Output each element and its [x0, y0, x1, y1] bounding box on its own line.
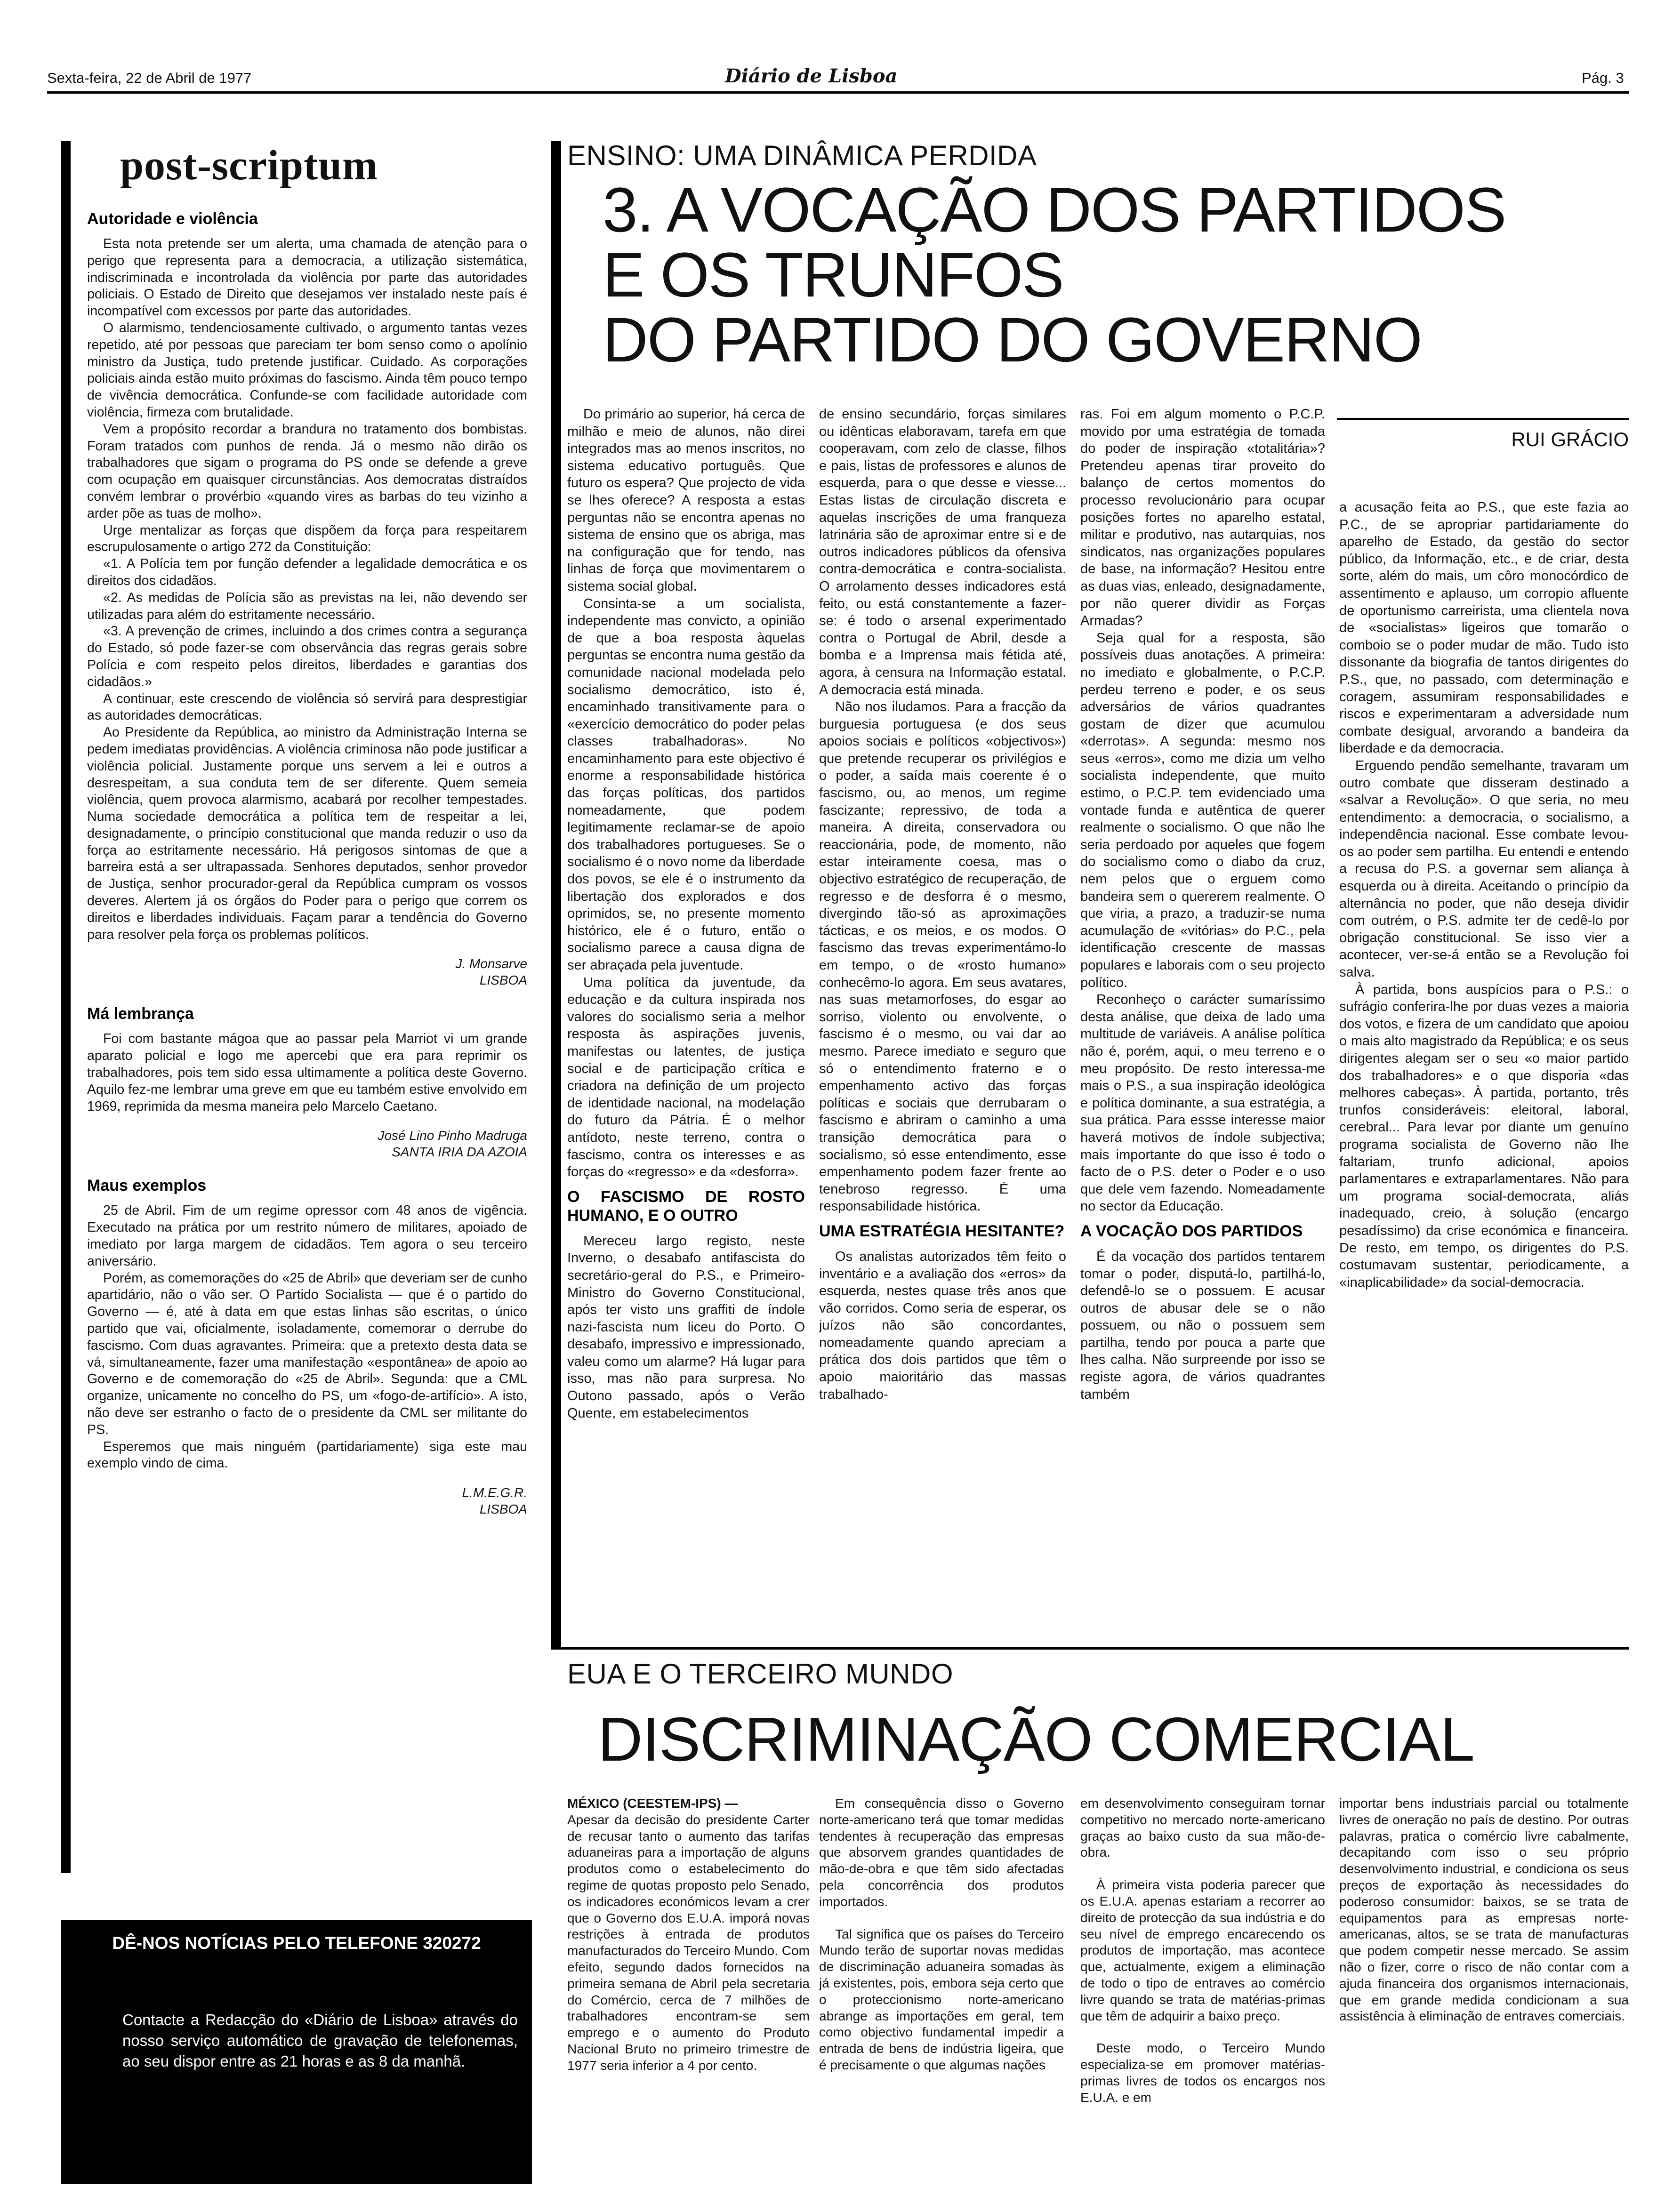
article1-headline-line: E OS TRUNFOS [603, 240, 1063, 310]
postscriptum-s1-paragraph: O alarmismo, tendenciosamente cultivado, o argumento tantas vezes repetido, até por pessoas que pareciam ter bom senso como o apolínio ministro da Justiça, tudo pretende justificar. Cuidado. As corporações policiais ainda estão muito próximas do fascismo. Ainda têm pouco tempo de vivência democrática. Confunde-se com facilidade autoridade com violência, firmeza com brutalidade. [87, 320, 527, 420]
article2-paragraph: Em consequência disso o Governo norte-americano terá que tomar medidas tendentes à recuperação das empresas que absorvem grandes quantidades de mão-de-obra e que têm sido afectadas pela concorrência dos produtos importados. [819, 1796, 1064, 1909]
signature-name: L.M.E.G.R. [462, 1485, 527, 1500]
article2-paragraph: Apesar da decisão do presidente Carter de recusar tanto o aumento das tarifas aduaneiras para a importação de alguns produtos como o estabelecimento do regime de quotas proposto pelo Senado, os indicadores económicos levam a crer que o Governo dos E.U.A. imporá novas restrições à entrada de produtos manufacturados do Terceiro Mundo. Com efeito, segundo dados fornecidos na primeira semana de Abril pela secretaria do Comércio, cerca de 7 milhões de trabalhadores encontram-se sem emprego e o aumento do Produto Nacional Bruto no primeiro trimestre de 1977 seria inferior a 4 por cento. [567, 1812, 810, 2073]
postscriptum-s3-paragraph: 25 de Abril. Fim de um regime opressor com 48 anos de vigência. Executado na prática por um restrito número de militares, apoiado de imediato por larga margem de cidadãos. Tem agora o seu terceiro aniversário. [87, 1203, 527, 1269]
article2-paragraph: Deste modo, o Terceiro Mundo especializa-se em promover matérias-primas livres de todos os encargos nos E.U.A. e em [1080, 2041, 1325, 2105]
article1-subheading-vocacao: A VOCAÇÃO DOS PARTIDOS [1080, 1222, 1303, 1240]
article1-headline-line: 3. A VOCAÇÃO DOS PARTIDOS [603, 175, 1506, 245]
article2-col-4 [1339, 1795, 1629, 2200]
article1-paragraph: É da vocação dos partidos tentarem tomar o poder, disputá-lo, partilhá-lo, defendê-lo se o possuem. E acusar outros de abusar dele se o não possuem, ou não o possuem sem partilha, tendo por pouca a parte que lhes calha. Não surpreende por isso se registe agora, de vários quadrantes também [1080, 1249, 1325, 1402]
article1-paragraph: Os analistas autorizados têm feito o inventário e a avaliação dos «erros» da esquerda, nestes quase três anos que vão corridos. Como seria de esperar, os juízos não são concordantes, nomeadamente quando apreciam a prática dos dois partidos que têm o apoio maioritário das massas trabalhado- [819, 1249, 1066, 1402]
phone-box-body: Contacte a Redacção do «Diário de Lisboa» através do nosso serviço automático de gravação de telefonemas, ao seu dispor entre as 21 horas e as 8 da manhã. [122, 2011, 518, 2070]
signature-place: SANTA IRIA DA AZOIA [392, 1145, 527, 1160]
article1-author: RUI GRÁCIO [1511, 428, 1629, 450]
article2-col-1 [567, 1795, 810, 2200]
article2-paragraph: importar bens industriais parcial ou totalmente livres de oneração no país de destino. Por outras palavras, pratica o comércio livre cabalmente, decapitando com isso o seu próprio desenvolvimento industrial, e condiciona os seus preços de exportação às necessidades do poderoso consumidor: baixos, se se trata de equipamentos para as empresas norte-americanas, altos, se se trata de manufacturas que podem competir nesse mercado. Se assim não o fizer, corre o risco de não contar com a ajuda financeira dos organismos internacionais, que em grande medida condicionam a sua assistência à eliminação de entraves comerciais. [1339, 1796, 1629, 2024]
postscriptum-signature-1 [87, 955, 527, 988]
signature-place: LISBOA [479, 1502, 527, 1517]
article1-paragraph: Erguendo pendão semelhante, travaram um outro combate que disseram destinado a «salvar a Revolução». O que seria, no meu entendimento: a democracia, o socialismo, a independência nacional. Esse combate levou-os ao poder sem partilha. Eu entendi e entendo a recusa do P.S. a governar sem aliança à esquerda ou à direita. Aceitando o princípio da alternância no poder, que não deseja dividir com outrém, o P.S. admite ter de cedê-lo por obrigação constitucional. Se isso vier a acontecer, ver-se-á então se a Revolução foi salva. [1339, 758, 1629, 980]
postscriptum-s3-paragraph: Porém, as comemorações do «25 de Abril» que deveriam ser de cunho apartidário, não o vão ser. O Partido Socialista — que é o partido do Governo — é, até à data em que estas linhas são escritas, o único partido que vai, oficialmente, isoladamente, comemorar o derrube do fascismo. Com duas agravantes. Primeira: que a pretexto desta data se vá, simultaneamente, fazer uma manifestação «espontânea» de apoio ao Governo e de comemoração do «25 de Abril». Segunda: que a CML organize, unicamente no concelho do PS, um «fogo-de-artifício». A isto, não deve ser estranho o facto de o presidente da CML ser militante do PS. [87, 1270, 527, 1437]
postscriptum-s1-paragraph: Esta nota pretende ser um alerta, uma chamada de atenção para o perigo que representa para a democracia, a utilização sistemática, indiscriminada e incontrolada da violência por parte das autoridades policiais. O Estado de Direito que desejamos ver instalado neste país é incompatível com excessos por parte das autoridades. [87, 236, 527, 319]
article1-col-1 [567, 406, 805, 1632]
author-rule [1337, 418, 1629, 420]
postscriptum-s1-paragraph: Vem a propósito recordar a brandura no tratamento dos bombistas. Foram tratados com punhos de renda. Já o mesmo não dirão os trabalhadores que sigam o programa do PS onde se defende a greve com ocupação em quaisquer circunstâncias. Aos democratas distraídos convém lembrar o provérbio «quando vires as barbas do teu vizinho a arder põe as tuas de molho». [87, 421, 527, 521]
article1-kicker: ENSINO: UMA DINÂMICA PERDIDA [567, 140, 1037, 171]
article1-headline-line: DO PARTIDO DO GOVERNO [603, 305, 1422, 375]
article2-dateline: MÉXICO (CEESTEM-IPS) — [567, 1796, 738, 1811]
article2-paragraph: Tal significa que os países do Terceiro Mundo terão de suportar novas medidas de discriminação aduaneira somadas às já existentes, pois, embora seja certo que o proteccionismo norte-americano abrange as importações em geral, tem como objectivo fundamental impedir a entrada de bens de indústria ligeira, que é precisamente o que algumas nações [819, 1926, 1064, 2072]
article2-kicker: EUA E O TERCEIRO MUNDO [567, 1658, 954, 1690]
article1-side-bar [551, 141, 561, 1647]
article1-paragraph: a acusação feita ao P.S., que este fazia ao P.C., de se apropriar partidariamente do aparelho de Estado, da gestão do sector público, da Informação, etc., e de criar, desta sorte, além do mais, um côro monocórdico de assentimento e aplauso, um corropio afluente de oportunismo carreirista, uma clientela nova de «socialistas» ligeiros que tomarão o comboio se o poder mudar de mão. Tudo isto dissonante da biografia de tantos dirigentes do P.S., que, no passado, com determinação e coragem, assumiram responsabilidades e riscos e experimentaram a adversidade num combate desigual, arvorando a bandeira da liberdade e da democracia. [1339, 500, 1629, 756]
postscriptum-signature-3 [87, 1484, 527, 1517]
postscriptum-s1-paragraph: Ao Presidente da República, ao ministro da Administração Interna se pedem imediatas providências. A violência criminosa não pode justificar a violência policial. Justamente porque uns servem a lei e outros a desrespeitam, a sua conduta tem de ser diferente. Quem semeia violência, quem provoca alarmismo, acabará por recolher tempestades. Numa sociedade democrática a política tem de respeitar a lei, designadamente, o princípio constitucional que manda reduzir o uso da força ao estritamente necessário. Há perigosos sintomas de que a barreira está a ser ultrapassada. Senhores deputados, senhor provedor de Justiça, senhor procurador-geral da República cumpram os vossos deveres. Alertem já os órgãos do Poder para o perigo que correm os direitos e liberdades individuais. Façam parar a tendência do Governo para resolver pela força os problemas políticos. [87, 725, 527, 942]
postscriptum-signature-2 [87, 1127, 527, 1160]
postscriptum-s1-paragraph: «1. A Polícia tem por função defender a legalidade democrática e os direitos dos cidadãos. [87, 556, 527, 588]
masthead-date: Sexta-feira, 22 de Abril de 1977 [47, 70, 252, 86]
postscriptum-heading-2: Má lembrança [87, 1005, 194, 1023]
article1-paragraph: Não nos iludamos. Para a fracção da burguesia portuguesa (e dos seus apoios sociais e políticos «objectivos») que pretende recuperar os privilégios e o poder, a saída mais coerente é o fascismo, ou, ao menos, um regime fascizante; repressivo, de toda a maneira. A direita, conservadora ou reaccionária, pode, de momento, não estar inteiramente coesa, mas o objectivo estratégico de recuperação, de regresso e de desforra é o mesmo, divergindo tão-só as aproximações tácticas, e os meios, e os modos. O fascismo das trevas experimentámo-lo em tempo, o de «rosto humano» conhecêmo-lo agora. Em seus avatares, nas suas metamorfoses, do esgar ao sorriso, violento ou envolvente, o fascismo é o mesmo, ou vai dar ao mesmo. Parece imediato e seguro que só o entendimento fraterno e o empenhamento activo das forças políticas e sociais que derrubaram o fascismo e abriram o caminho a uma transição democrática para o socialismo, só esse entendimento, esse empenhamento podem fazer frente ao tenebroso regresso. É uma responsabilidade histórica. [819, 699, 1066, 1214]
article1-subheading-estrategia: UMA ESTRATÉGIA HESITANTE? [819, 1222, 1065, 1240]
postscriptum-body [87, 209, 527, 1866]
postscriptum-s2-paragraph: Foi com bastante mágoa que ao passar pela Marriot vi um grande aparato policial e logo me apercebi que era para reprimir os trabalhadores, pois tem sido essa ultimamente a política deste Governo. Aquilo fez-me lembrar uma greve em que eu também estive envolvido em 1969, reprimida da mesma maneira pelo Marcelo Caetano. [87, 1031, 527, 1114]
article1-paragraph: À partida, bons auspícios para o P.S.: o sufrágio conferira-lhe por duas vezes a maioria dos votos, e fizera de um candidato que apoiou o mais alto magistrado da República; e os seus dirigentes alegam ser o seu «o maior partido dos trabalhadores» e o que disporia «das melhores cabeças». À partida, portanto, três trunfos consideráveis: eleitoral, laboral, cerebral... Para levar por diante um genuíno programa socialista de Governo não lhe faltariam, trunfo adicional, apoios parlamentares e extraparlamentares. Não para um programa social-democrata, aliás inadequado, creio, à solução (encargo pesadíssimo) da crise económica e financeira. De resto, em tempo, os dirigentes do P.S. costumavam sustentar, periodicamente, a «inaplicabilidade» da social-democracia. [1339, 982, 1629, 1290]
postscriptum-left-bar [61, 141, 71, 1873]
article1-subheading-fascismo: O FASCISMO DE ROSTO HUMANO, E O OUTRO [567, 1187, 805, 1225]
phone-box-title: DÊ-NOS NOTÍCIAS PELO TELEFONE 320272 [112, 1933, 481, 1953]
signature-name: José Lino Pinho Madruga [378, 1128, 527, 1143]
article1-paragraph: Uma política da juventude, da educação e da cultura inspirada nos valores do socialismo seria a melhor resposta às aspirações juvenis, manifestas ou latentes, de justiça social e de participação crítica e criadora na definição de um projecto de identidade nacional, na modelação do futuro da Pátria. É o melhor antídoto, neste terreno, contra o fascismo, contra os interesses e as forças do «regresso» e da «desforra». [567, 975, 805, 1180]
postscriptum-title: post-scriptum [120, 142, 378, 189]
article2-headline: DISCRIMINAÇÃO COMERCIAL [598, 1705, 1474, 1774]
article1-col-2 [819, 406, 1066, 1632]
article1-paragraph: Mereceu largo registo, neste Inverno, o desabafo antifascista do secretário-geral do P.S., e Primeiro-Ministro do Governo Constitucional, após ter visto uns graffiti de índole nazi-fascista num liceu do Porto. O desabafo, impressivo e impressionado, valeu como um alarme? Há lugar para isso, mas não para surpresa. No Outono passado, após o Verão Quente, em estabelecimentos [567, 1233, 805, 1421]
article1-paragraph: Reconheço o carácter sumaríssimo desta análise, que deixa de lado uma multitude de variáveis. A análise política não é, porém, aqui, o meu terreno e o meu propósito. De resto interessa-me mais o P.S., a sua inspiração ideológica e política dominante, a sua estratégia, a sua prática. Para essse interesse maior haverá motivos de índole subjectiva; mais importante do que isso é todo o facto de o P.S. deter o Poder e o uso que dele vem fazendo. Nomeadamente no sector da Educação. [1080, 992, 1325, 1214]
postscriptum-s1-paragraph: Urge mentalizar as forças que dispõem da força para respeitarem escrupulosamente o artigo 272 da Constituição: [87, 522, 527, 555]
article1-headline [603, 175, 1629, 375]
article2-col-2 [819, 1795, 1064, 2200]
postscriptum-s1-paragraph: A continuar, este crescendo de violência só servirá para desprestigiar as autoridades democráticas. [87, 691, 527, 723]
phone-box [61, 1920, 532, 2184]
article1-col-4 [1339, 499, 1629, 1631]
postscriptum-heading-1: Autoridade e violência [87, 210, 258, 228]
signature-name: J. Monsarve [455, 956, 527, 971]
article1-paragraph: Seja qual for a resposta, são possíveis duas anotações. A primeira: no imediato e globalmente, o P.C.P. perdeu terreno e poder, e os seus adversários de vários quadrantes gostam de dizer que acumulou «derrotas». A segunda: mesmo nos seus «erros», como me dizia um velho socialista independente, que muito estimo, o P.C.P. tem evidenciado uma vontade funda e autêntica de querer realmente o socialismo. O que não lhe seria perdoado por aqueles que fogem do socialismo como o diabo da cruz, nem pelos que o erguem como bandeira sem o quererem realmente. O que viria, a prazo, a traduzir-se numa acumulação de «vitórias» do P.C., pela identificação crescente de massas populares e laborais com o seu projecto político. [1080, 630, 1325, 990]
postscriptum-s1-paragraph: «3. A prevenção de crimes, incluindo a dos crimes contra a segurança do Estado, só pode fazer-se com observância das regras gerais sobre Polícia e com respeito pelos direitos, liberdades e garantias dos cidadãos.» [87, 624, 527, 689]
masthead-page: Pág. 3 [1582, 70, 1624, 86]
postscriptum-heading-3: Maus exemplos [87, 1177, 207, 1195]
masthead-rule [47, 91, 1629, 94]
article1-col-3 [1080, 406, 1325, 1632]
article1-paragraph: Do primário ao superior, há cerca de milhão e meio de alunos, não direi integrados mas ao menos inscritos, no sistema educativo português. Que futuro os espera? Que projecto de vida se lhes oferece? A resposta a estas perguntas não se encontra apenas no sistema de ensino que os abriga, mas na configuração que for tendo, nas linhas de força que movimentarem o sistema social global. [567, 407, 805, 594]
article2-paragraph: À primeira vista poderia parecer que os E.U.A. apenas estariam a recorrer ao direito de protecção da sua indústria e do seu nível de emprego encarecendo os produtos de importação, mas acontece que, actualmente, exigem a eliminação de todo o tipo de entraves ao comércio livre quando se trata de matérias-primas que têm de adquirir a baixo preço. [1080, 1877, 1325, 2023]
article2-col-3 [1080, 1795, 1325, 2200]
masthead-newspaper: Diário de Lisboa [725, 65, 898, 87]
article2-top-rule [551, 1647, 1629, 1650]
postscriptum-s3-paragraph: Esperemos que mais ninguém (partidariamente) siga este mau exemplo vindo de cima. [87, 1439, 527, 1471]
article2-paragraph: em desenvolvimento conseguiram tornar competitivo no mercado norte-americano graças ao baixo custo da sua mão-de-obra. [1080, 1796, 1325, 1860]
postscriptum-s1-paragraph: «2. As medidas de Polícia são as previstas na lei, não devendo ser utilizadas para além do estritamente necessário. [87, 590, 527, 622]
signature-place: LISBOA [479, 973, 527, 988]
article1-paragraph: de ensino secundário, forças similares ou idênticas elaboravam, tarefa em que cooperavam, com zelo de classe, filhos e pais, listas de professores e alunos de esquerda, para o que desse e viesse... Estas listas de circulação discreta e aquelas inscrições de uma franqueza latrinária são de aproximar entre si e de outros indicadores públicos da ofensiva contra-democrática e contra-socialista. O arrolamento desses indicadores está feito, ou está constantemente a fazer-se: é todo o arsenal experimentado contra o Portugal de Abril, desde a bomba e a Imprensa mais fétida até, agora, à censura na Informação estatal. A democracia está minada. [819, 407, 1066, 697]
article1-paragraph: ras. Foi em algum momento o P.C.P. movido por uma estratégia de tomada do poder de inspiração «totalitária»? Pretendeu apenas tirar proveito do balanço de certos momentos do processo revolucionário para ocupar posições fortes no aparelho estatal, militar e produtivo, nas autarquias, nos sindicatos, nas organizações populares de base, na informação? Hesitou entre as duas vias, enleado, designadamente, por não querer dividir as Forças Armadas? [1080, 407, 1325, 629]
article1-paragraph: Consinta-se a um socialista, independente mas convicto, a opinião de que a boa resposta àquelas perguntas se encontra numa gestão da comunidade nacional modelada pelo socialismo democrático, isto é, encaminhado transitivamente para o «exercício democrático do poder pelas classes trabalhadoras». No encaminhamento para este objectivo é enorme a responsabilidade histórica das forças políticas, dos partidos nomeadamente, que podem legitimamente reclamar-se de apoio dos trabalhadores portugueses. Se o socialismo é o novo nome da liberdade dos povos, se ele é o instrumento da libertação dos explorados e dos oprimidos, se, no presente momento histórico, ele é o futuro, então o socialismo parece a causa digna de ser abraçada pela juventude. [567, 596, 805, 973]
